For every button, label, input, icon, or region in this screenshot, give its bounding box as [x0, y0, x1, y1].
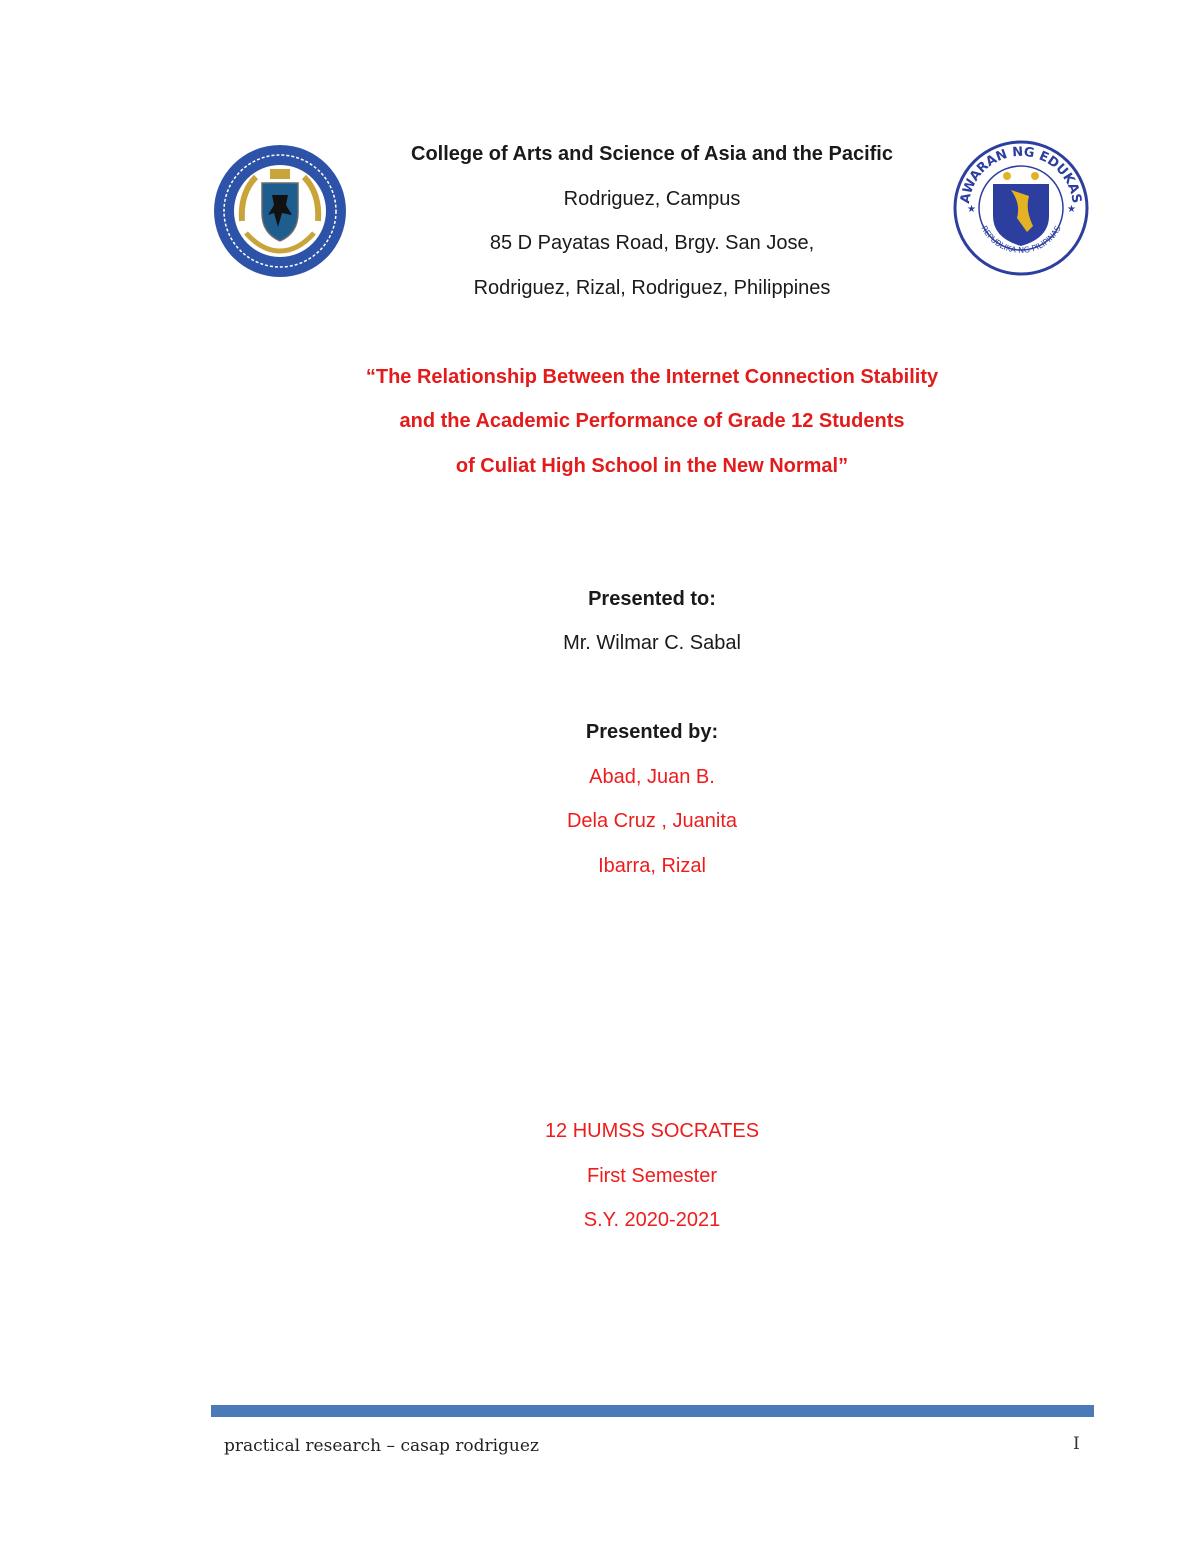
presented-by-label: Presented by:: [585, 721, 719, 743]
institution-name: College of Arts and Science of Asia and the Pacific: [411, 143, 893, 165]
research-title-line-3: of Culiat High School in the New Normal”: [455, 455, 849, 477]
deped-seal-text-top: AWARAN NG EDUKAS: [958, 144, 1084, 205]
author-name: Abad, Juan B.: [589, 766, 715, 788]
research-title-line-2: and the Academic Performance of Grade 12 Students: [399, 410, 905, 432]
campus-name: Rodriguez, Campus: [563, 188, 741, 210]
svg-text:★: ★: [967, 204, 976, 215]
author-name: Dela Cruz , Juanita: [566, 810, 738, 832]
class-section: 12 HUMSS SOCRATES: [544, 1120, 760, 1142]
page-number: I: [1073, 1434, 1080, 1454]
semester: First Semester: [586, 1165, 718, 1187]
footer-text: practical research – casap rodriguez: [224, 1436, 539, 1456]
address-line-1: 85 D Payatas Road, Brgy. San Jose,: [489, 232, 815, 254]
svg-text:★: ★: [1067, 204, 1076, 215]
school-year: S.Y. 2020-2021: [583, 1209, 721, 1231]
research-title-line-1: “The Relationship Between the Internet Connection Stability: [365, 366, 939, 388]
presented-to-label: Presented to:: [588, 588, 716, 610]
address-line-2: Rodriguez, Rizal, Rodriguez, Philippines: [473, 277, 831, 299]
footer-divider: [211, 1405, 1094, 1417]
presented-to-name: Mr. Wilmar C. Sabal: [563, 632, 741, 654]
author-name: Ibarra, Rizal: [598, 855, 706, 877]
deped-seal-text-bottom: REPUBLIKA NG PILIPINAS: [979, 224, 1063, 255]
